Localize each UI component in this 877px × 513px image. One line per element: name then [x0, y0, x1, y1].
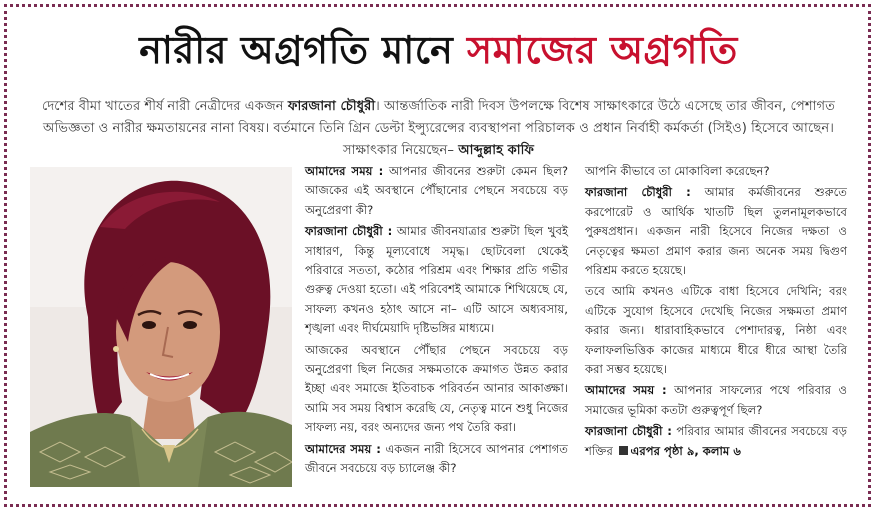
question-3 [585, 381, 847, 420]
intro-interviewer: আব্দুল্লাহ কাফি [458, 143, 535, 158]
answer-3 [585, 422, 847, 461]
portrait-illustration [30, 167, 292, 487]
a3-label: ফারজানা চৌধুরী : [585, 424, 672, 439]
a2-label: ফারজানা চৌধুরী : [585, 185, 691, 200]
continuation-square-icon [619, 446, 628, 455]
a2-text: আমার কর্মজীবনের শুরুতে করপোরেট ও আর্থিক খাতটি ছিল তুলনামূলকভাবে পুরুষপ্রধান। একজন নারী হিসেবে নিজের দক্ষতা ও নেতৃত্বের ক্ষমতা প্রমাণ করার জন্য অনেক সময় দ্বিগুণ পরিশ্রম করতে হয়েছে। [585, 185, 847, 278]
q3-text: আপনার সাফল্যের পথে পরিবার ও সমাজের ভূমিকা কতটা গুরুত্বপূর্ণ ছিল? [585, 383, 847, 417]
question-2-continued: আপনি কীভাবে তা মোকাবিলা করেছেন? [585, 164, 770, 178]
answer-1-para-2: আজকের অবস্থানে পৌঁছার পেছনে সবচেয়ে বড় অনুপ্রেরণা ছিল নিজের সক্ষমতাকে ক্রমাগত উন্নত করার ইচ্ছা এবং সমাজে ইতিবাচক পরিবর্তন আনার আকাঙ্ক্ষা। আমি সব সময় বিশ্বাস করেছি যে, নেতৃত্ব মানে শুধু নিজের সাফল্য নয়, বরং অন্যদের জন্য পথ তৈরি করা। [305, 342, 568, 435]
answer-2-para-2: তবে আমি কখনও এটিকে বাধা হিসেবে দেখিনি; বরং এটিকে সুযোগ হিসেবে দেখেছি নিজের সক্ষমতা প্রমাণ করার জন্য। ধারাবাহিকভাবে পেশাদারত্ব, নিষ্ঠা এবং ফলাফলভিত্তিক কাজের মাধ্যমে ধীরে ধীরে আস্থা তৈরি করা সম্ভব হয়েছে। [585, 284, 847, 377]
headline-red: সমাজের অগ্রগতি [467, 28, 738, 72]
column-1 [305, 162, 568, 481]
column-2 [585, 162, 847, 463]
q1-text: আপনার জীবনের শুরুটা কেমন ছিল? আজকের এই অবস্থানে পৌঁছানোর পেছনে সবচেয়ে বড় অনুপ্রেরণা কী? [305, 164, 568, 217]
intro-paragraph [22, 96, 855, 162]
portrait-photo [30, 167, 292, 487]
q2-label: আমাদের সময় : [305, 441, 381, 456]
q1-label: আমাদের সময় : [305, 164, 384, 178]
a1-label: ফারজানা চৌধুরী : [305, 224, 393, 239]
headline [0, 22, 877, 78]
q3-label: আমাদের সময় : [585, 383, 667, 398]
q2-text: একজন নারী হিসেবে আপনার পেশাগত জীবনে সবচেয়ে বড় চ্যালেঞ্জ কী? [305, 441, 568, 476]
a3-text: পরিবার আমার জীবনের সবচেয়ে বড় শক্তির [585, 424, 847, 458]
intro-name: ফারজানা চৌধুরী [287, 99, 376, 114]
headline-black: নারীর অগ্রগতি মানে [139, 28, 454, 72]
continuation-jump: এরপর পৃষ্ঠা ৯, কলাম ৬ [630, 443, 741, 458]
question-1 [305, 162, 568, 220]
answer-1 [305, 222, 568, 338]
intro-text-2: । আন্তর্জাতিক নারী দিবস উপলক্ষে বিশেষ সাক্ষাৎকারে উঠে এসেছে তার জীবন, পেশাগত অভিজ্ঞতা ও নারীর ক্ষমতায়নের নানা বিষয়। বর্তমানে তিনি গ্রিন ডেল্টা ইন্স্যুরেন্সের ব্যবস্থাপনা পরিচালক ও প্রধান নির্বাহী কর্মকর্তা (সিইও) হিসেবে আছেন। সাক্ষাৎকার নিয়েছেন– [43, 99, 835, 158]
a1-text: আমার জীবনযাত্রার শুরুটা ছিল খুবই সাধারণ, কিন্তু মূল্যবোধে সমৃদ্ধ। ছোটবেলা থেকেই পরিবারে সততা, কঠোর পরিশ্রম এবং শিক্ষার প্রতি গভীর গুরুত্ব দেওয়া হতো। এই পরিবেশই আমাকে শিখিয়েছে যে, সাফল্য কখনও হঠাৎ আসে না– এটি আসে অধ্যবসায়, শৃঙ্খলা এবং দীর্ঘমেয়াদি দৃষ্টিভঙ্গির মাধ্যমে। [305, 224, 568, 336]
intro-text-1: দেশের বীমা খাতের শীর্ষ নারী নেত্রীদের একজন [41, 99, 284, 114]
answer-2 [585, 183, 847, 280]
question-2 [305, 440, 568, 479]
